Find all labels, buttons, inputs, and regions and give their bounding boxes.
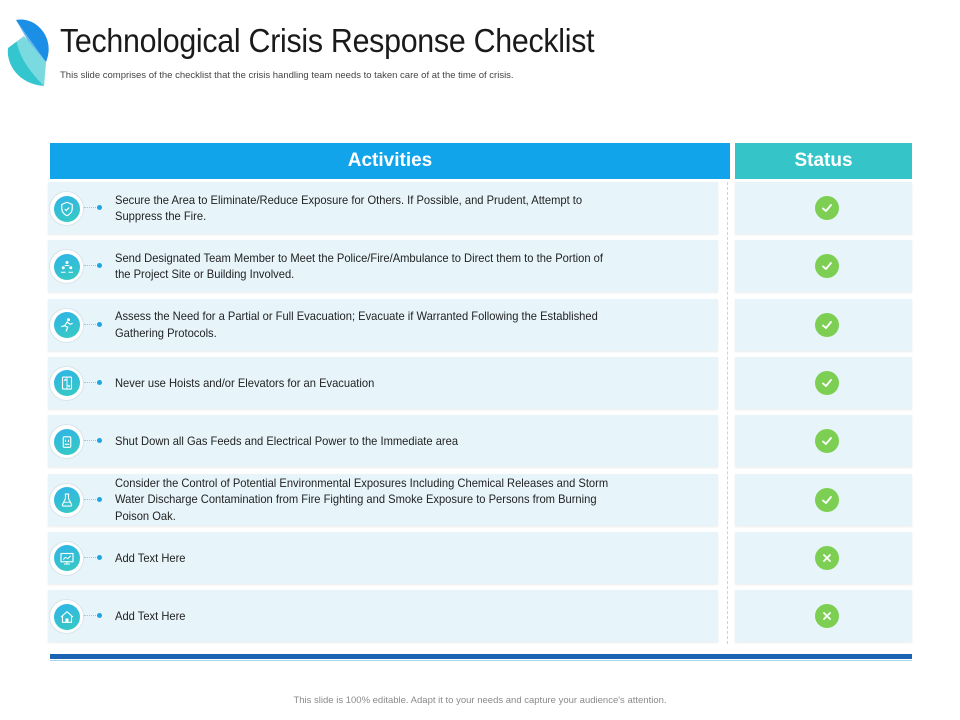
- check-icon: [815, 488, 839, 512]
- activity-text: Shut Down all Gas Feeds and Electrical Power to the Immediate area: [115, 433, 459, 448]
- connector-line: [84, 324, 98, 325]
- footer-note: This slide is 100% editable. Adapt it to your needs and capture your audience's attention.: [293, 695, 667, 706]
- check-icon: [815, 429, 839, 453]
- connector-dot: [97, 380, 102, 385]
- cross-icon: [815, 604, 839, 628]
- table-row: [48, 357, 912, 409]
- power-plug-icon: [58, 433, 76, 451]
- table-row: [48, 182, 912, 234]
- activity-icon-badge: [49, 308, 84, 343]
- chemical-hazard-icon: [58, 491, 76, 509]
- activity-text: Secure the Area to Eliminate/Reduce Exposure for Others. If Possible, and Prudent, Attempt to Suppress the Fire.: [115, 192, 583, 223]
- presentation-screen-icon: [58, 549, 76, 567]
- table-row: [48, 532, 912, 584]
- bottom-accent-bar: [50, 654, 912, 659]
- table-row: [48, 240, 912, 292]
- activity-icon-badge: [49, 191, 84, 226]
- connector-dot: [97, 205, 102, 210]
- page-title: Technological Crisis Response Checklist: [60, 22, 595, 59]
- activity-text: Add Text Here: [115, 550, 186, 565]
- running-person-icon: [58, 316, 76, 334]
- connector-dot: [97, 555, 102, 560]
- activity-icon-badge: [49, 424, 84, 459]
- activity-text: Consider the Control of Potential Environmental Exposures Including Chemical Releases and Storm Water Discharge Contamination from Fire Fighting and Smoke Exposure to Persons from Burning Poison Oak.: [115, 475, 609, 523]
- bottom-accent-line: [50, 660, 912, 661]
- page-subtitle: This slide comprises of the checklist that the crisis handling team needs to taken care of at the time of crisis.: [60, 70, 514, 81]
- logo-graphic: [6, 18, 52, 88]
- connector-line: [84, 382, 98, 383]
- activity-text: Never use Hoists and/or Elevators for an Evacuation: [115, 375, 375, 390]
- table-row: [48, 415, 912, 467]
- status-column-header: Status: [735, 143, 912, 179]
- check-icon: [815, 371, 839, 395]
- activities-column-header: Activities: [50, 143, 730, 179]
- connector-line: [84, 265, 98, 266]
- shield-icon: [58, 200, 76, 218]
- check-icon: [815, 196, 839, 220]
- activity-text: Send Designated Team Member to Meet the Police/Fire/Ambulance to Direct them to the Portion of the Project Site or Building Involved.: [115, 250, 603, 282]
- activity-icon-badge: [49, 483, 84, 518]
- elevator-icon: [58, 374, 76, 392]
- team-hierarchy-icon: [58, 258, 76, 276]
- activity-icon-badge: [49, 366, 84, 401]
- table-row: [48, 474, 912, 526]
- cross-icon: [815, 546, 839, 570]
- activity-text: Assess the Need for a Partial or Full Evacuation; Evacuate if Warranted Following the Established Gathering Protocols.: [115, 309, 598, 340]
- activity-icon-badge: [49, 599, 84, 634]
- connector-dot: [97, 497, 102, 502]
- activity-icon-badge: [49, 541, 84, 576]
- connector-line: [84, 557, 98, 558]
- connector-line: [84, 499, 98, 500]
- house-icon: [58, 608, 76, 626]
- table-row: [48, 299, 912, 351]
- connector-line: [84, 207, 98, 208]
- connector-line: [84, 440, 98, 441]
- connector-line: [84, 615, 98, 616]
- connector-dot: [97, 322, 102, 327]
- table-row: [48, 590, 912, 642]
- check-icon: [815, 313, 839, 337]
- activity-text: Add Text Here: [115, 608, 186, 623]
